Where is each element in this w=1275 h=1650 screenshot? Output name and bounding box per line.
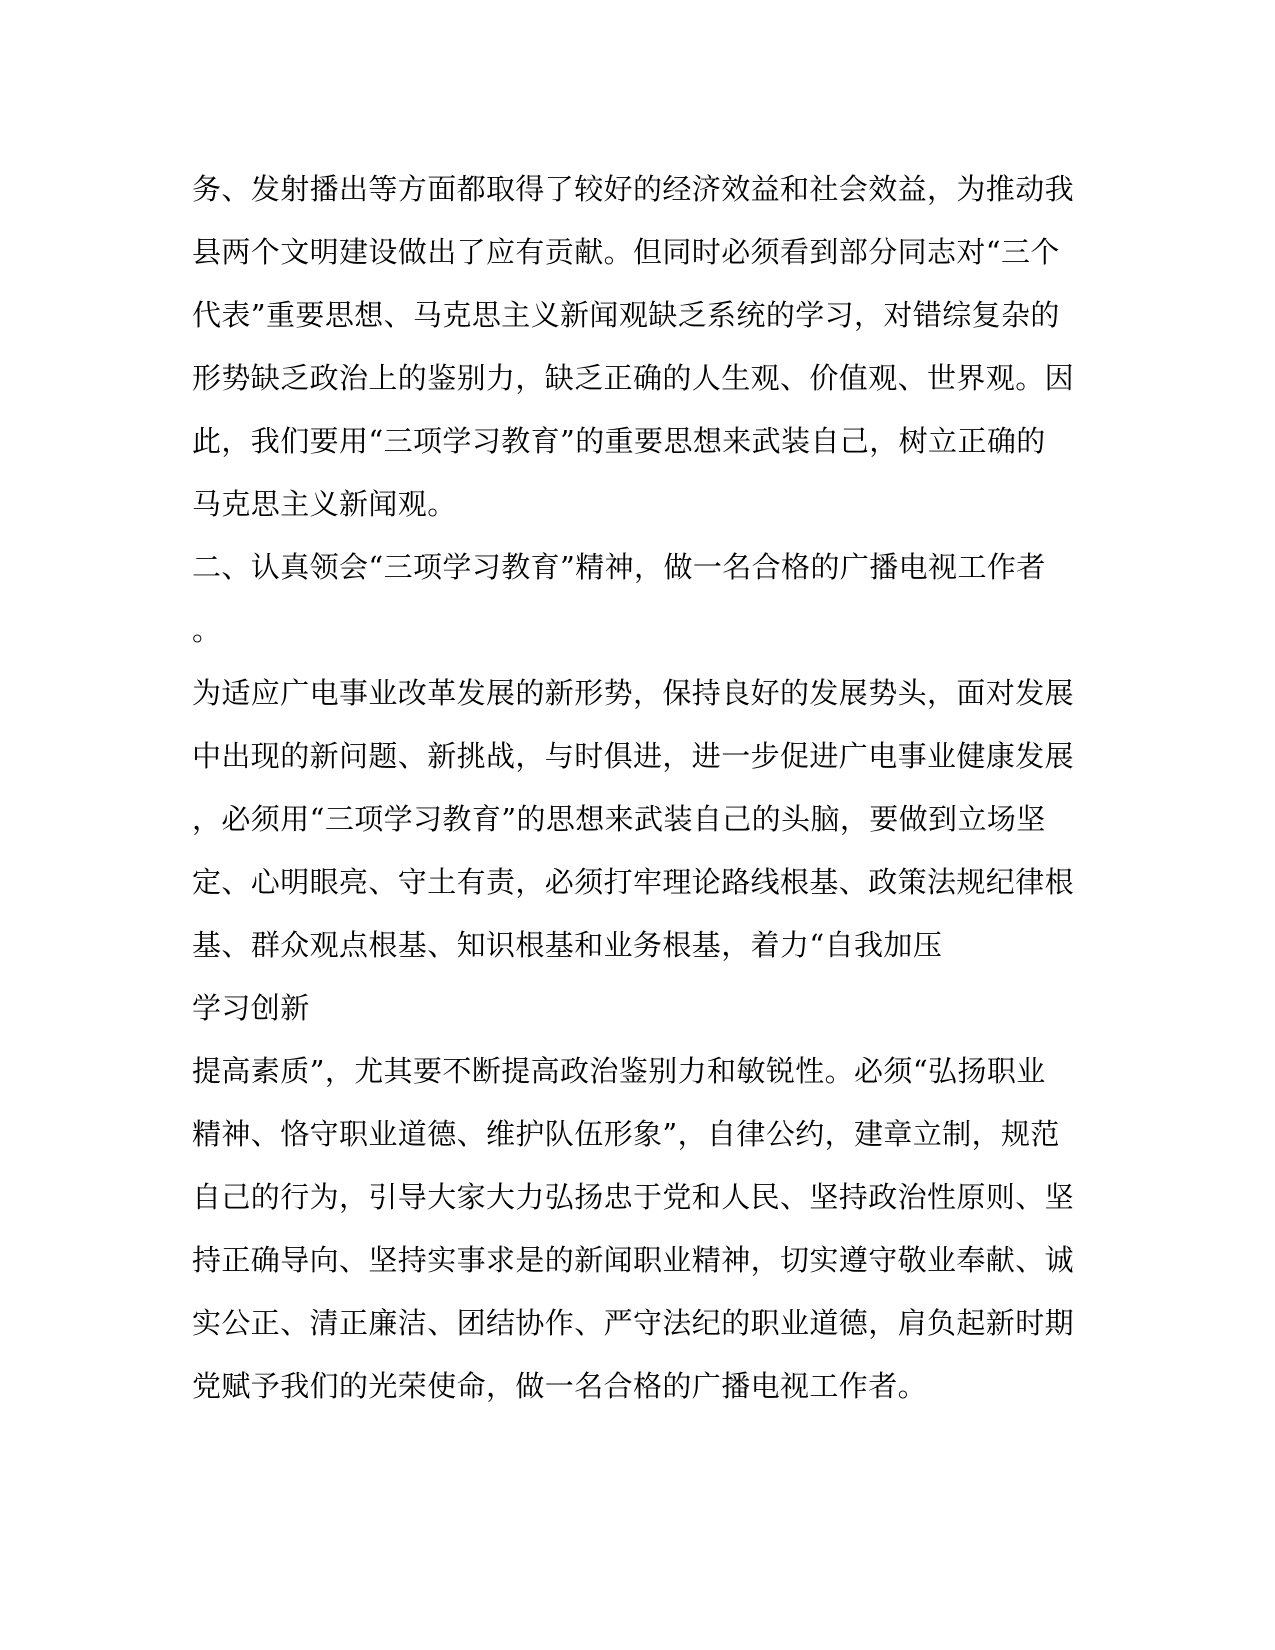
text-line: 精神、恪守职业道德、维护队伍形象”，自律公约，建章立制，规范 xyxy=(192,1117,1060,1151)
section-heading: 二、认真领会“三项学习教育”精神，做一名合格的广播电视工作者 xyxy=(192,550,1046,584)
text-line: 党赋予我们的光荣使命，做一名合格的广播电视工作者。 xyxy=(192,1369,928,1403)
text-line: 代表”重要思想、马克思主义新闻观缺乏系统的学习，对错综复杂的 xyxy=(192,298,1060,332)
text-line: 中出现的新问题、新挑战，与时俱进，进一步促进广电事业健康发展 xyxy=(192,739,1075,773)
text-line: ，必须用“三项学习教育”的思想来武装自己的头脑，要做到立场坚 xyxy=(192,802,1046,836)
section-heading-continuation: 。 xyxy=(192,613,222,647)
text-line: 学习创新 xyxy=(192,991,310,1025)
text-line: 形势缺乏政治上的鉴别力，缺乏正确的人生观、价值观、世界观。因 xyxy=(192,361,1075,395)
text-line: 自己的行为，引导大家大力弘扬忠于党和人民、坚持政治性原则、坚 xyxy=(192,1180,1075,1214)
document-body xyxy=(192,158,1075,1418)
text-line: 持正确导向、坚持实事求是的新闻职业精神，切实遵守敬业奉献、诚 xyxy=(192,1243,1075,1277)
text-line: 县两个文明建设做出了应有贡献。但同时必须看到部分同志对“三个 xyxy=(192,235,1060,269)
text-line: 实公正、清正廉洁、团结协作、严守法纪的职业道德，肩负起新时期 xyxy=(192,1306,1075,1340)
text-line: 马克思主义新闻观。 xyxy=(192,487,457,521)
text-line: 基、群众观点根基、知识根基和业务根基，着力“自我加压 xyxy=(192,928,943,962)
text-line: 务、发射播出等方面都取得了较好的经济效益和社会效益，为推动我 xyxy=(192,172,1075,206)
text-line: 为适应广电事业改革发展的新形势，保持良好的发展势头，面对发展 xyxy=(192,676,1075,710)
text-line: 提高素质”，尤其要不断提高政治鉴别力和敏锐性。必须“弘扬职业 xyxy=(192,1054,1046,1088)
text-line: 定、心明眼亮、守土有责，必须打牢理论路线根基、政策法规纪律根 xyxy=(192,865,1075,899)
text-line: 此，我们要用“三项学习教育”的重要思想来武装自己，树立正确的 xyxy=(192,424,1046,458)
